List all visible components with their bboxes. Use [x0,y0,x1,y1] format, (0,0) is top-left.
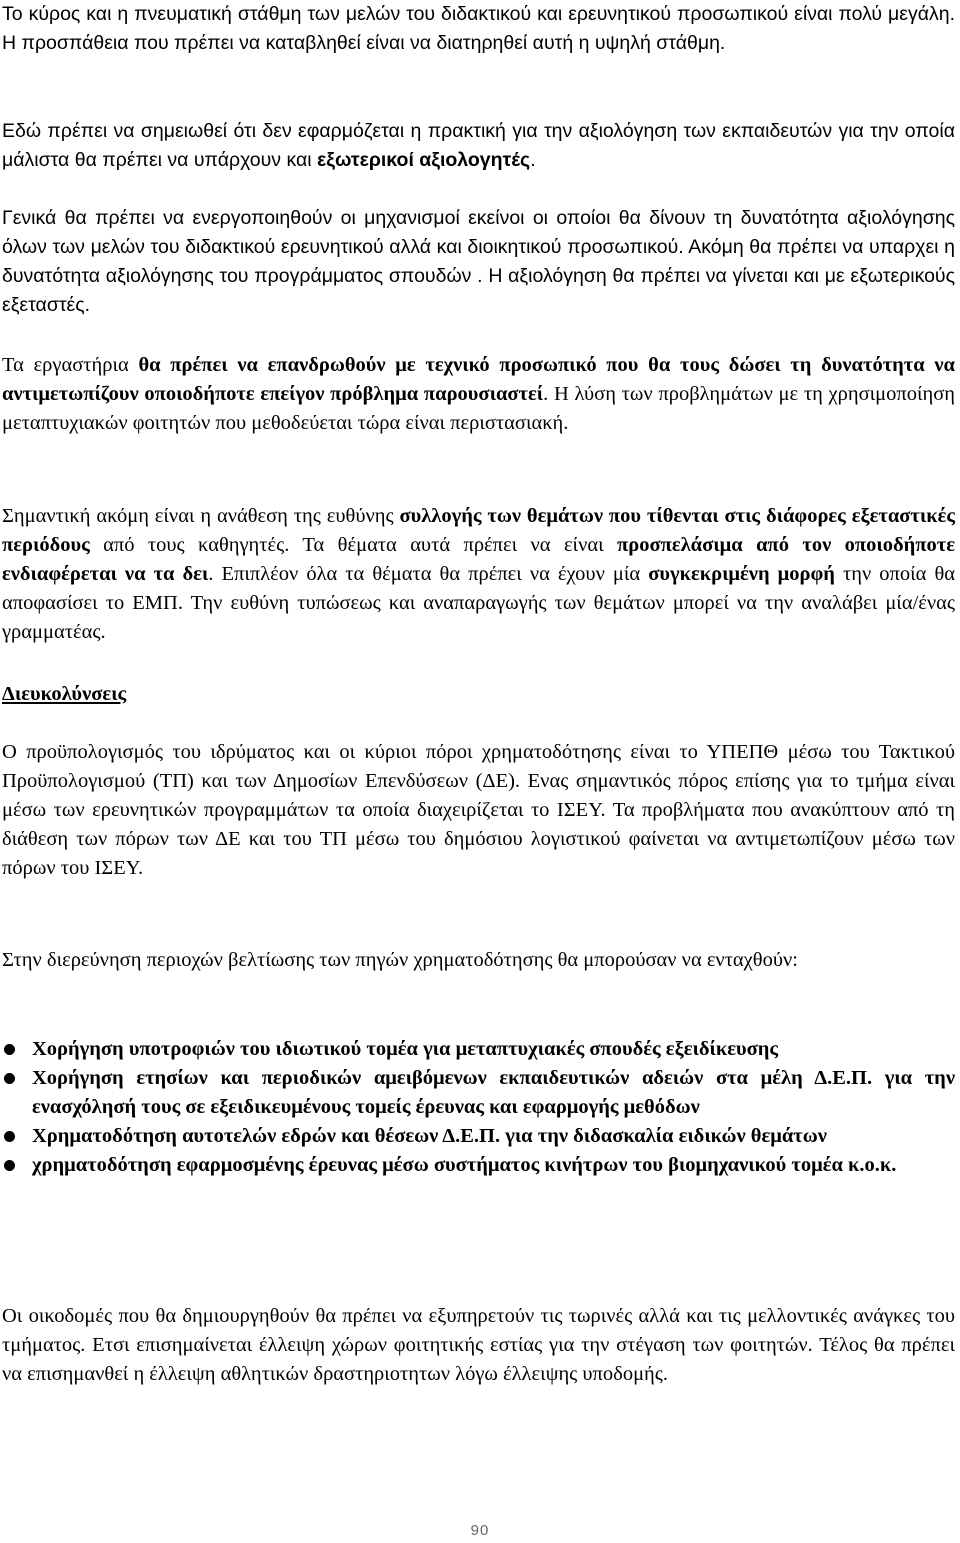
list-item [0,1064,955,1122]
paragraph-buildings: Οι οικοδομές που θα δημιουργηθούν θα πρέπει να εξυπηρετούν τις τωρινές αλλά και τις μελλοντικές ανάγκες του τμήματος. Ετσι επισημαίνεται έλλειψη χώρων φοιτητικής εστίας για την στέγαση των φοιτητών. Τέλος θα πρέπει να επισημανθεί η έλλειψη αθλητικών δραστηριοτητων λόγω έλλειψης υποδομής. [2,1305,955,1385]
bold-span: συγκεκριμένη μορφή [648,563,835,585]
text-span: από τους καθηγητές. Τα θέματα αυτά πρέπει να είναι [89,534,618,556]
text-span: . [530,149,536,171]
list-item [0,1035,955,1064]
text-span: Σημαντική ακόμη είναι η ανάθεση της ευθύνης [2,505,400,527]
text-span: Εδώ πρέπει να σημειωθεί ότι δεν εφαρμόζεται η πρακτική για την αξιολόγηση των εκπαιδευτών για την οποία μάλιστα θα πρέπει να υπάρχουν και [2,120,955,171]
funding-bullet-list [0,1035,955,1180]
bullet-icon [4,1131,15,1142]
bold-span: προσπελάσιμα από τον οποιοδήποτε ενδιαφέρεται να τα δει [2,534,955,585]
text-span: Τα εργαστήρια [2,354,139,376]
list-item [0,1151,955,1180]
paragraph-funding-improvement: Στην διερεύνηση περιοχών βελτίωσης των πηγών χρηματοδότησης θα μπορούσαν να ενταχθούν: [2,949,798,971]
bullet-icon [4,1160,15,1171]
list-item-text: Χορήγηση ετησίων και περιοδικών αμειβόμενων εκπαιδευτικών αδειών στα μέλη Δ.Ε.Π. για την ενασχόλησή τους σε εξειδικευμένους τομείς έρευνας και εφαρμογής μεθόδων [32,1067,955,1118]
bold-span: εξωτερικοί αξιολογητές [317,149,531,171]
text-span: . Επιπλέον όλα τα θέματα θα πρέπει να έχουν μία [208,563,649,585]
bold-span: συλλογής των θεμάτων που τίθενται στις διάφορες εξεταστικές περιόδους [2,505,955,556]
bullet-icon [4,1073,15,1084]
section-heading-facilities: Διευκολύνσεις [2,683,127,705]
text-span: . Η λύση των προβλημάτων με τη χρησιμοποίηση μεταπτυχιακών φοιτητών που μεθοδεύεται τώρα είναι περιστασιακή. [2,383,955,434]
paragraph-staff-quality: Το κύρος και η πνευματική στάθμη των μελών του διδακτικού και ερευνητικού προσωπικού είναι πολύ μεγάλη. Η προσπάθεια που πρέπει να καταβληθεί είναι να διατηρηθεί αυτή η υψηλή στάθμη. [2,3,955,54]
list-item-text: Χρηματοδότηση αυτοτελών εδρών και θέσεων Δ.Ε.Π. για την διδασκαλία ειδικών θεμάτων [32,1125,827,1147]
paragraph-laboratories [2,351,955,438]
list-item [0,1122,955,1151]
bold-span: θα πρέπει να επανδρωθούν με τεχνικό προσωπικό που θα τους δώσει τη δυνατότητα να αντιμετωπίζουν οποιοδήποτε επείγον πρόβλημα παρουσιαστεί [2,354,955,405]
paragraph-evaluation-mechanisms: Γενικά θα πρέπει να ενεργοποιηθούν οι μηχανισμοί εκείνοι οι οποίοι θα δίνουν τη δυνατότητα αξιολόγησης όλων των μελών του διδακτικού ερευνητικού αλλά και διοικητικού προσωπικού. Ακόμη θα πρέπει να υπαρχει η δυνατότητα αξιολόγησης του προγράμματος σπουδών . Η αξιολόγηση θα πρέπει να γίνεται και με εξωτερικούς εξεταστές. [2,207,955,316]
list-item-text: Χορήγηση υποτροφιών του ιδιωτικού τομέα για μεταπτυχιακές σπουδές εξειδίκευσης [32,1038,779,1060]
list-item-text: χρηματοδότηση εφαρμοσμένης έρευνας μέσω συστήματος κινήτρων του βιομηχανικού τομέα κ.ο.κ. [32,1154,897,1176]
bullet-icon [4,1044,15,1055]
paragraph-budget: Ο προϋπολογισμός του ιδρύματος και οι κύριοι πόροι χρηματοδότησης είναι το ΥΠΕΠΘ μέσω του Τακτικού Προϋπολογισμού (ΤΠ) και των Δημοσίων Επενδύσεων (ΔΕ). Ενας σημαντικός πόρος επίσης για το τμήμα είναι μέσω των ερευνητικών προγραμμάτων τα οποία διαχειρίζεται το ΙΣΕΥ. Τα προβλήματα που ανακύπτουν από τη διάθεση των πόρων των ΔΕ και του ΤΠ μέσω του δημόσιου λογιστικού φαίνεται να αντιμετωπίζουν μέσω των πόρων του ΙΣΕΥ. [2,741,955,879]
paragraph-evaluation-practice [2,117,955,175]
page-number: 90 [470,1522,490,1539]
text-span: την οποία θα αποφασίσει το ΕΜΠ. Την ευθύνη τυπώσεως και αναπαραγωγής των θεμάτων μπορεί να την αναλάβει μία/ένας γραμματέας. [2,563,956,643]
paragraph-exam-topics [2,502,955,647]
